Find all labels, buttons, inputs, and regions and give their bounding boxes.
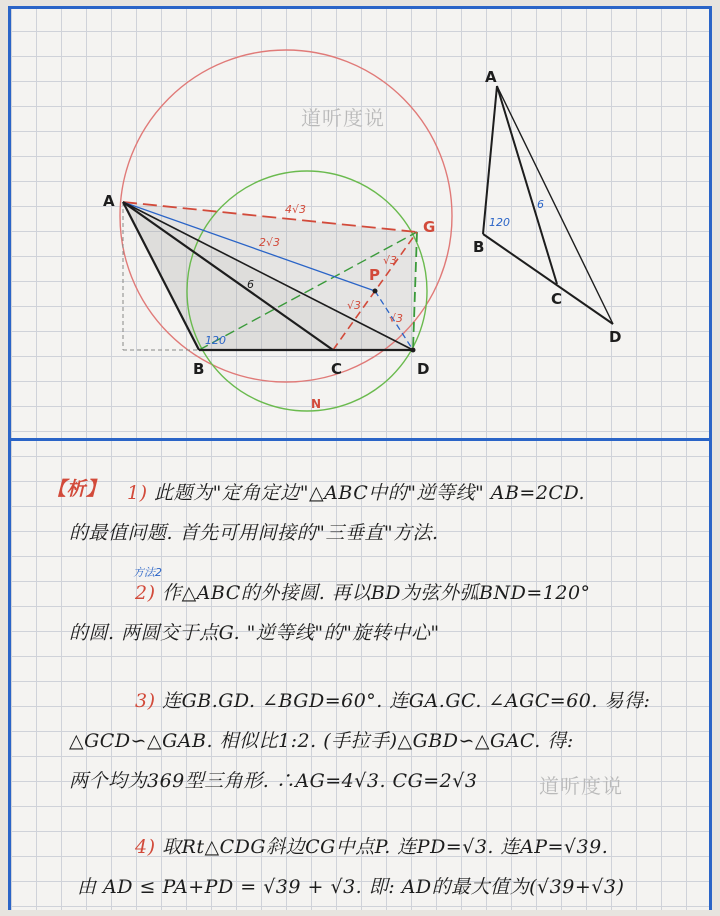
right-segment-ab [483, 86, 497, 234]
note-line-9: 由 AD ≤ PA+PD = √39 + √3. 即: AD的最大值为(√39+√3) [77, 876, 625, 898]
note-line-8: 4) 取Rt△CDG斜边CG中点P. 连PD=√3. 连AP=√39. [135, 836, 609, 858]
vertex-p-label: P [369, 266, 380, 284]
note-line-6: △GCD∽△GAB. 相似比1:2. (手拉手)△GBD∽△GAC. 得: [69, 730, 574, 752]
note-line-5: 3) 连GB.GD. ∠BGD=60°. 连GA.GC. ∠AGC=60. 易得: [135, 690, 651, 712]
note-line-3: 2) 作△ABC的外接圆. 再以BD为弦外弧BND=120° [135, 582, 591, 604]
right-vertex-b-label: B [473, 238, 485, 256]
right-segment-ac [497, 86, 557, 284]
note-line-2: 的最值问题. 首先可用间接的"三垂直"方法. [69, 522, 439, 544]
note-line-1: 1) 此题为"定角定边"△ABC中的"逆等线" AB=2CD. [127, 482, 586, 504]
vertex-b-label: B [193, 360, 205, 378]
vertex-d-label: D [417, 360, 430, 378]
label-gc: 2√3 [259, 236, 281, 249]
right-segment-bd [483, 234, 613, 324]
note-line-7: 两个均为369型三角形. ∴AG=4√3. CG=2√3 [69, 770, 478, 792]
vertex-a-label: A [103, 192, 115, 210]
analysis-label: 【析】 [47, 478, 106, 500]
grid-paper [8, 6, 712, 910]
note-line-4: 的圆. 两圆交于点G. "逆等线"的"旋转中心" [69, 622, 440, 644]
label-ag: 4√3 [285, 203, 307, 216]
right-vertex-d-label: D [609, 328, 622, 346]
right-segment-ad [497, 86, 613, 324]
method-tag: 方法2 [133, 566, 162, 579]
label-ac: 6 [247, 278, 254, 291]
geometry-figures [11, 6, 715, 436]
vertex-c-label: C [331, 360, 343, 378]
right-vertex-a-label: A [485, 68, 497, 86]
label-pd: √3 [389, 312, 404, 325]
vertex-g-label: G [423, 218, 436, 236]
right-label-angle-b: 120 [489, 216, 510, 229]
section-divider-line [11, 438, 709, 441]
label-pg: √3 [383, 254, 398, 267]
watermark-top: 道听度说 [301, 106, 385, 130]
right-label-ac: 6 [537, 198, 544, 211]
label-angle-b: 120 [205, 334, 226, 347]
right-vertex-c-label: C [551, 290, 563, 308]
vertex-n-label: N [311, 397, 322, 411]
watermark-bottom: 道听度说 [539, 774, 623, 798]
label-cp: √3 [347, 299, 362, 312]
